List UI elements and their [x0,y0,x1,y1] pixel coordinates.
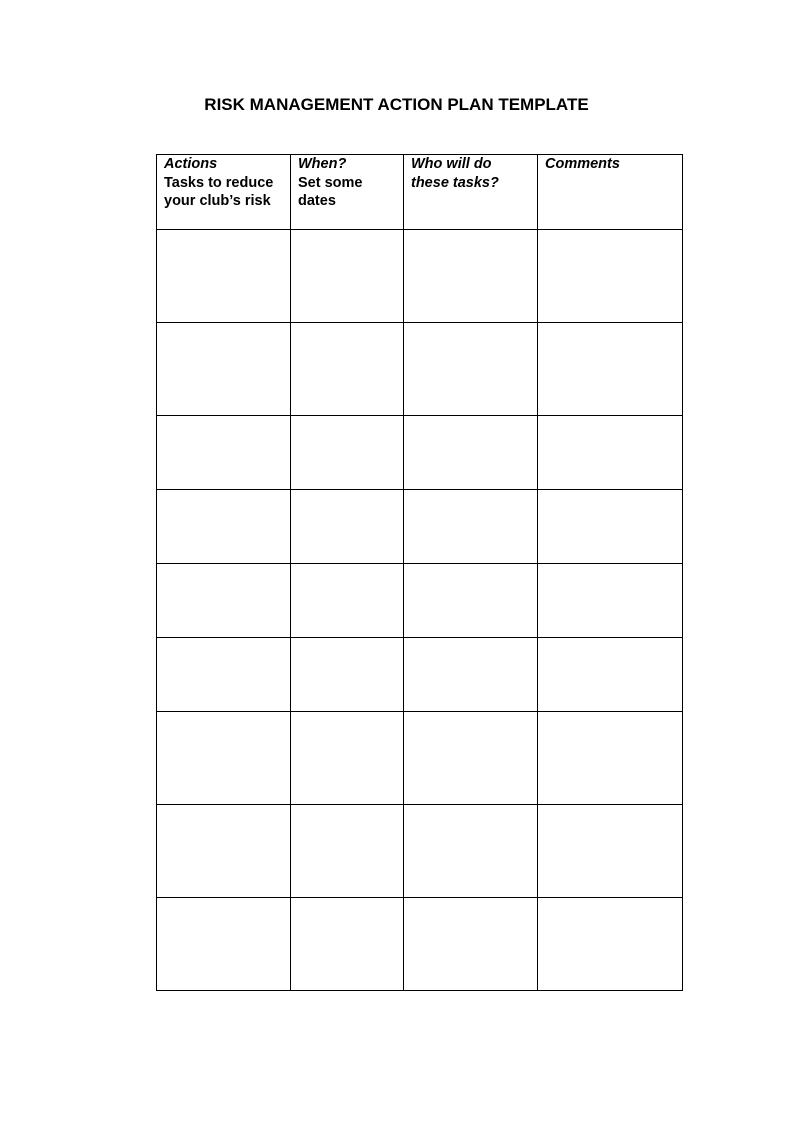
cell-actions[interactable] [157,230,291,323]
header-who [404,155,538,230]
cell-who[interactable] [404,564,538,638]
header-comments [538,155,683,230]
cell-when[interactable] [291,490,404,564]
table-row [157,898,683,991]
table-header-row [157,155,683,230]
action-plan-table [156,154,683,991]
cell-who[interactable] [404,230,538,323]
cell-actions[interactable] [157,416,291,490]
header-actions-subtitle: Tasks to reduce your club’s risk [164,174,274,209]
cell-who[interactable] [404,490,538,564]
table-row [157,712,683,805]
cell-when[interactable] [291,712,404,805]
table-row [157,323,683,416]
cell-when[interactable] [291,230,404,323]
header-actions-title: Actions [164,156,218,172]
cell-when[interactable] [291,805,404,898]
cell-actions[interactable] [157,490,291,564]
cell-comments[interactable] [538,805,683,898]
header-when-title: When? [298,156,347,172]
table-row [157,564,683,638]
cell-when[interactable] [291,323,404,416]
cell-actions[interactable] [157,805,291,898]
header-when-subtitle: Set some dates [298,174,363,209]
cell-who[interactable] [404,323,538,416]
header-who-title: Who will do these tasks? [411,156,499,191]
table-row [157,490,683,564]
header-comments-title: Comments [545,156,620,172]
table-row [157,638,683,712]
cell-actions[interactable] [157,898,291,991]
table-row [157,230,683,323]
cell-actions[interactable] [157,638,291,712]
cell-who[interactable] [404,416,538,490]
cell-who[interactable] [404,712,538,805]
cell-comments[interactable] [538,416,683,490]
cell-comments[interactable] [538,712,683,805]
cell-actions[interactable] [157,712,291,805]
cell-comments[interactable] [538,230,683,323]
page-title: RISK MANAGEMENT ACTION PLAN TEMPLATE [204,95,589,114]
cell-comments[interactable] [538,564,683,638]
cell-actions[interactable] [157,323,291,416]
table-row [157,416,683,490]
cell-actions[interactable] [157,564,291,638]
cell-when[interactable] [291,898,404,991]
cell-who[interactable] [404,898,538,991]
header-when [291,155,404,230]
cell-comments[interactable] [538,638,683,712]
cell-when[interactable] [291,638,404,712]
cell-comments[interactable] [538,898,683,991]
table-row [157,805,683,898]
header-actions [157,155,291,230]
cell-when[interactable] [291,564,404,638]
cell-who[interactable] [404,805,538,898]
cell-who[interactable] [404,638,538,712]
cell-when[interactable] [291,416,404,490]
cell-comments[interactable] [538,490,683,564]
cell-comments[interactable] [538,323,683,416]
